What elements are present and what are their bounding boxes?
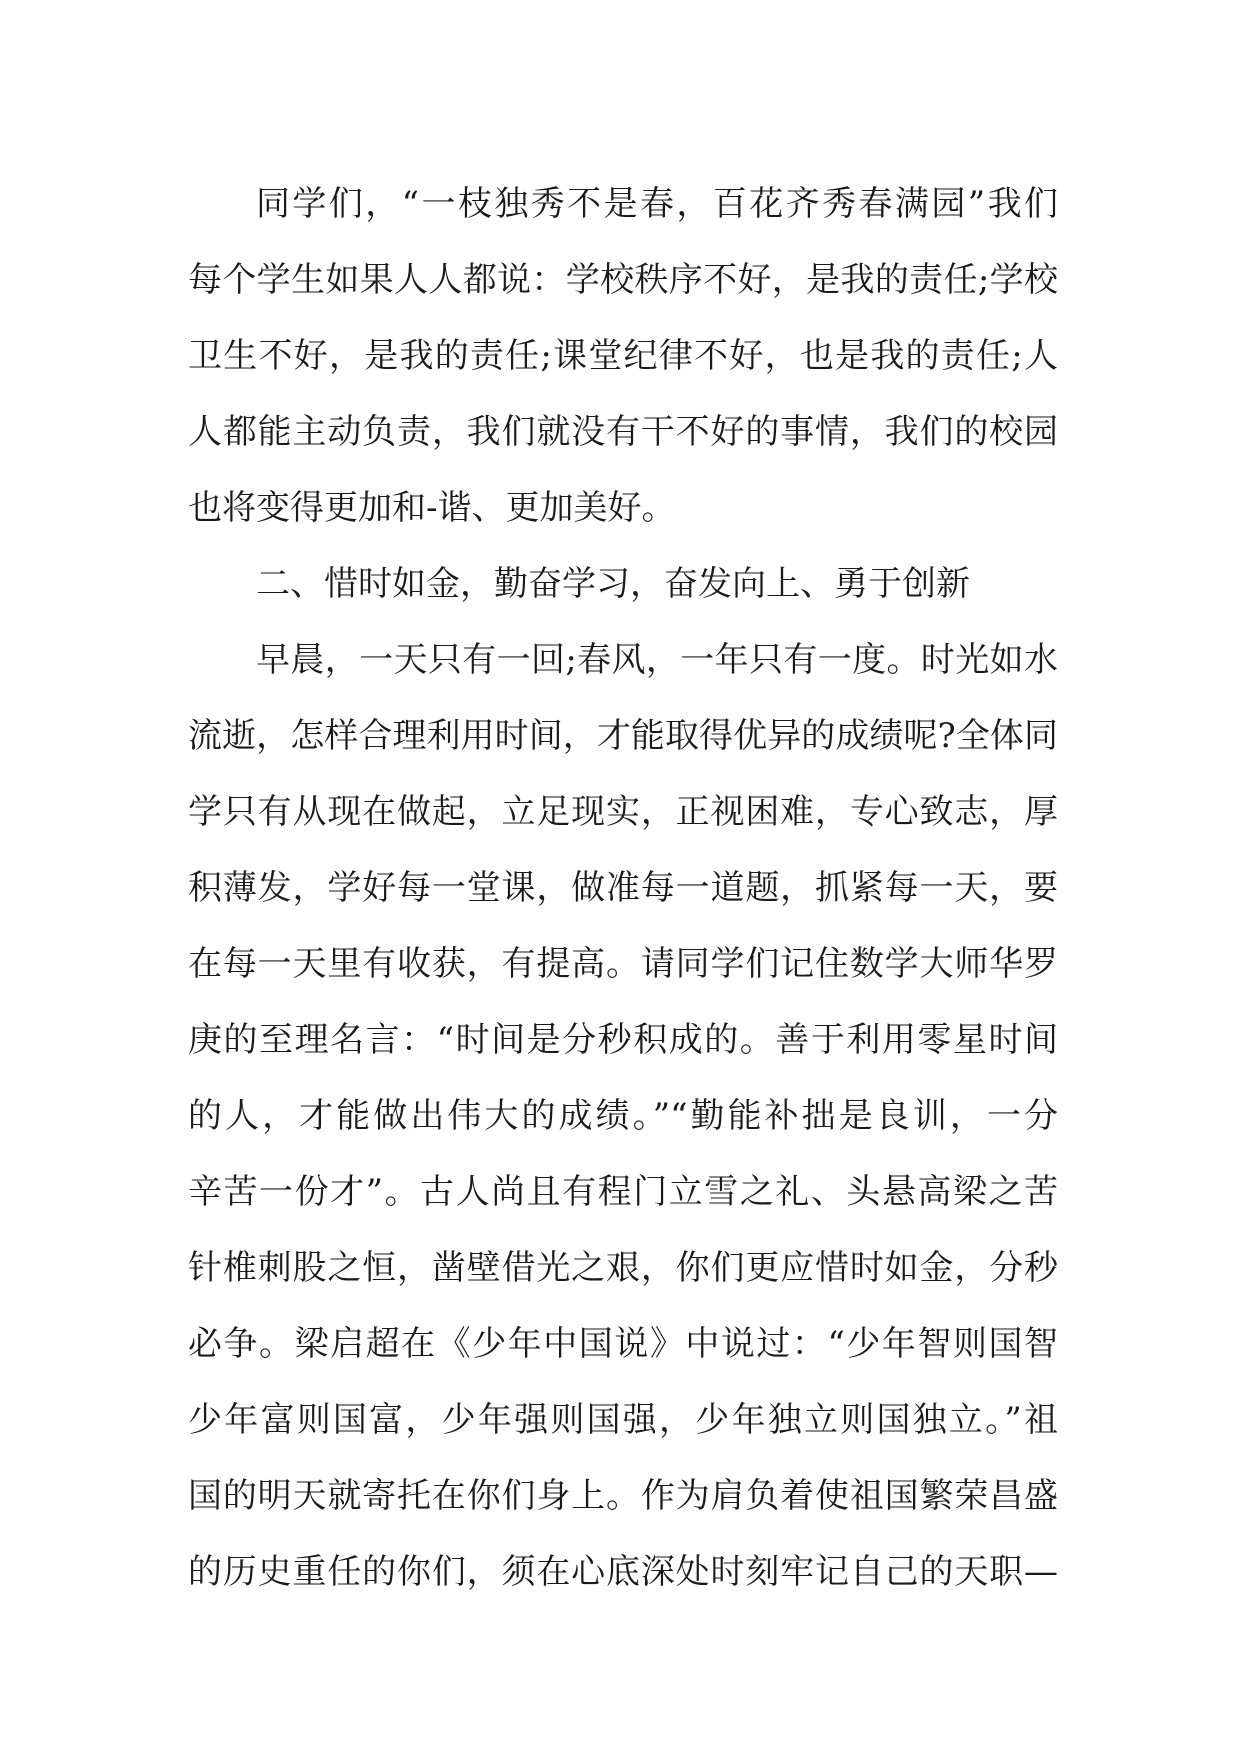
paragraph-line: 的历史重任的你们，须在心底深处时刻牢记自己的天职— bbox=[188, 1552, 1058, 1592]
paragraph-line: 学只有从现在做起，立足现实，正视困难，专心致志，厚 bbox=[188, 792, 1058, 832]
paragraph-line: 辛苦一份才”。古人尚且有程门立雪之礼、头悬高梁之苦 bbox=[188, 1172, 1058, 1212]
body-text bbox=[188, 166, 1058, 1610]
paragraph-line: 针椎刺股之恒，凿壁借光之艰，你们更应惜时如金，分秒 bbox=[188, 1248, 1058, 1288]
paragraph-line: 庚的至理名言：“时间是分秒积成的。善于利用零星时间 bbox=[188, 1020, 1058, 1060]
paragraph-line: 在每一天里有收获，有提高。请同学们记住数学大师华罗 bbox=[188, 944, 1058, 984]
paragraph-line: 同学们，“一枝独秀不是春，百花齐秀春满园”我们 bbox=[256, 184, 1058, 224]
paragraph-line: 卫生不好，是我的责任;课堂纪律不好，也是我的责任;人 bbox=[188, 336, 1058, 376]
paragraph-line: 少年富则国富，少年强则国强，少年独立则国独立。”祖 bbox=[188, 1400, 1058, 1440]
paragraph-line: 早晨，一天只有一回;春风，一年只有一度。时光如水 bbox=[256, 640, 1058, 680]
paragraph-line: 的人，才能做出伟大的成绩。”“勤能补拙是良训，一分 bbox=[188, 1096, 1058, 1136]
paragraph-line: 积薄发，学好每一堂课，做准每一道题，抓紧每一天，要 bbox=[188, 868, 1058, 908]
paragraph-line: 每个学生如果人人都说：学校秩序不好，是我的责任;学校 bbox=[188, 260, 1058, 300]
paragraph-line: 流逝，怎样合理利用时间，才能取得优异的成绩呢?全体同 bbox=[188, 716, 1058, 756]
paragraph-line: 人都能主动负责，我们就没有干不好的事情，我们的校园 bbox=[188, 412, 1058, 452]
section-heading: 二、惜时如金，勤奋学习，奋发向上、勇于创新 bbox=[256, 564, 970, 604]
paragraph-line: 必争。梁启超在《少年中国说》中说过：“少年智则国智 bbox=[188, 1324, 1058, 1364]
paragraph-line: 国的明天就寄托在你们身上。作为肩负着使祖国繁荣昌盛 bbox=[188, 1476, 1058, 1516]
paragraph-line: 也将变得更加和-谐、更加美好。 bbox=[188, 488, 676, 528]
